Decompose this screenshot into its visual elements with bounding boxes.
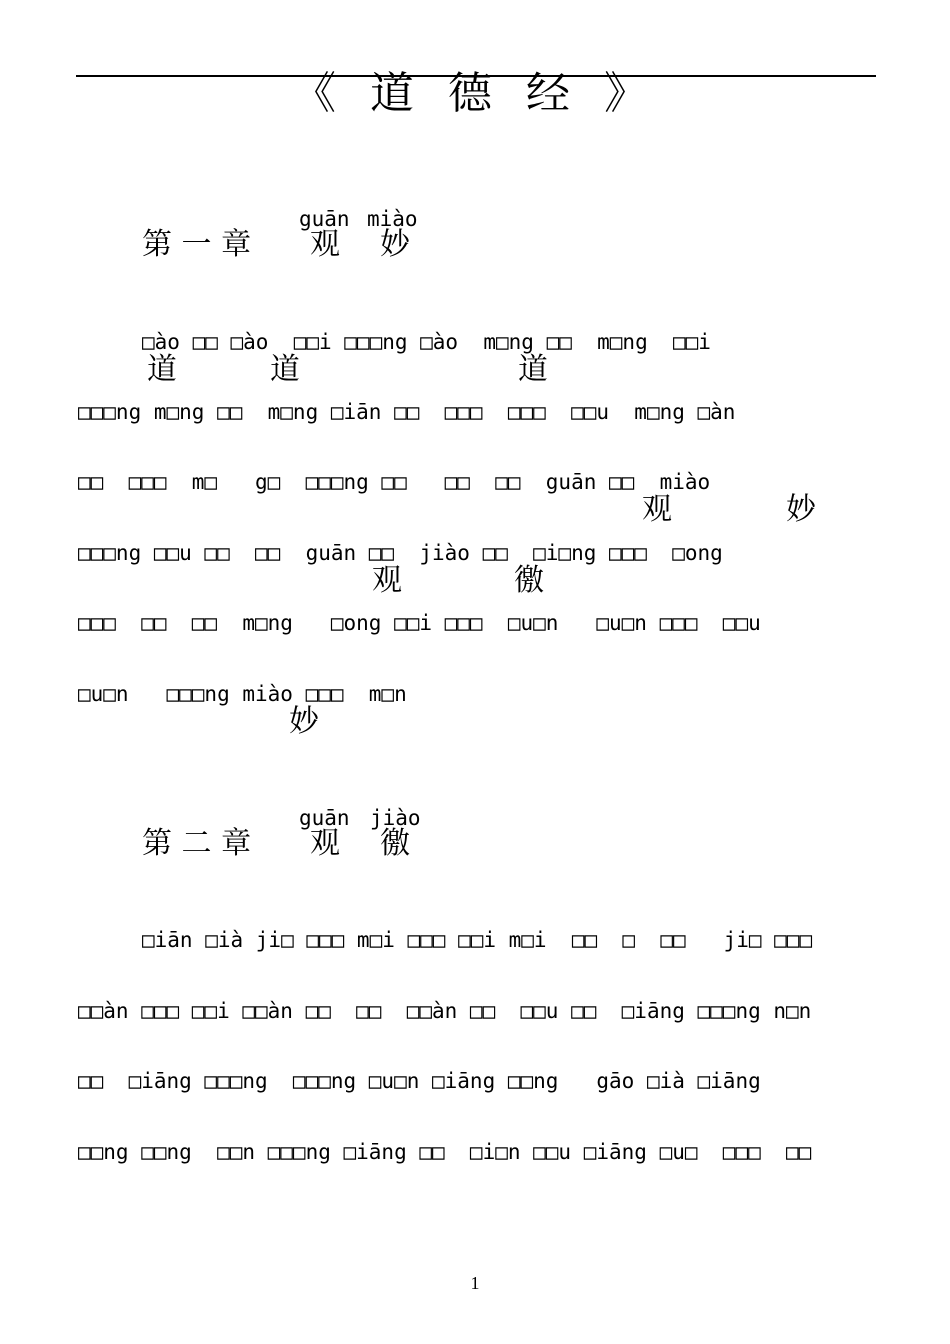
hanzi-annotation: 观: [642, 492, 672, 527]
document-title: 《 道 德 经 》: [292, 68, 658, 119]
heading-char: 徼: [380, 826, 410, 861]
chapter-2-heading: 第 二 章: [142, 826, 252, 861]
heading-char: 妙: [380, 227, 410, 262]
hanzi-annotation: 道: [147, 352, 177, 387]
heading-pinyin: guān: [299, 806, 350, 830]
hanzi-annotation: 徼: [514, 563, 544, 598]
heading-char: 观: [310, 227, 340, 262]
heading-pinyin: miào: [367, 207, 418, 231]
hanzi-annotation: 道: [518, 352, 548, 387]
pinyin-line: □u□n □□□ng miào □□□ m□n: [78, 682, 407, 706]
pinyin-line: □□□ □□ □□ m□ng □ong □□i □□□ □u□n □u□n □□□ □□u: [78, 611, 761, 635]
pinyin-line: □ào □□ □ào □□i □□□ng □ào m□ng □□ m□ng □□i: [142, 330, 711, 354]
hanzi-annotation: 观: [372, 563, 402, 598]
chapter-1-heading: 第 一 章: [142, 227, 252, 262]
pinyin-line: □□□ng □□u □□ □□ guān □□ jiào □□ □i□ng □□□ □ong: [78, 541, 723, 565]
pinyin-line: □□ng □□ng □□n □□□ng □iāng □□ □i□n □□u □iāng □u□ □□□ □□: [78, 1140, 812, 1164]
hanzi-annotation: 妙: [289, 704, 319, 739]
pinyin-line: □□ □□□ m□ g□ □□□ng □□ □□ □□ guān □□ miào: [78, 470, 711, 494]
heading-pinyin: guān: [299, 207, 350, 231]
heading-pinyin: jiào: [370, 806, 421, 830]
pinyin-line: □iān □ià ji□ □□□ m□i □□□ □□i m□i □□ □ □□ ji□ □□□: [142, 928, 813, 952]
page-number: 1: [470, 1273, 480, 1293]
hanzi-annotation: 妙: [786, 492, 816, 527]
pinyin-line: □□àn □□□ □□i □□àn □□ □□ □□àn □□ □□u □□ □iāng □□□ng n□n: [78, 999, 812, 1023]
hanzi-annotation: 道: [270, 352, 300, 387]
heading-char: 观: [310, 826, 340, 861]
pinyin-line: □□ □iāng □□□ng □□□ng □u□n □iāng □□ng gāo □ià □iāng: [78, 1069, 761, 1093]
pinyin-line: □□□ng m□ng □□ m□ng □iān □□ □□□ □□□ □□u m□ng □àn: [78, 400, 736, 424]
